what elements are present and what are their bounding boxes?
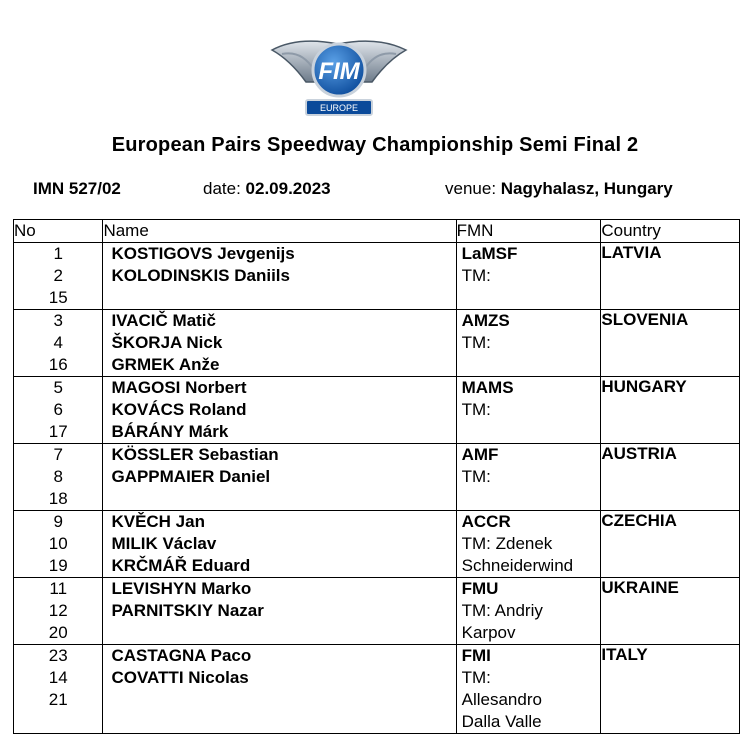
rider-name: BÁRÁNY Márk bbox=[111, 422, 229, 441]
riders-table bbox=[13, 219, 740, 734]
rider-names-cell bbox=[103, 511, 456, 578]
fmn-blank bbox=[457, 421, 601, 443]
country-cell: AUSTRIA bbox=[601, 444, 740, 511]
rider-name: KOVÁCS Roland bbox=[111, 400, 247, 419]
rider-numbers-cell bbox=[14, 243, 103, 310]
fim-europe-logo bbox=[268, 30, 410, 122]
rider-names-cell bbox=[103, 578, 456, 645]
fmn-blank bbox=[457, 488, 601, 510]
rider-names-cell bbox=[103, 444, 456, 511]
rider-number: 9 bbox=[53, 512, 63, 531]
event-date bbox=[203, 179, 331, 199]
team-row bbox=[14, 645, 740, 734]
table-header-row bbox=[14, 220, 740, 243]
fmn-cell bbox=[456, 511, 601, 578]
venue-label: venue: bbox=[445, 179, 497, 198]
fmn-cell bbox=[456, 243, 601, 310]
country-cell: CZECHIA bbox=[601, 511, 740, 578]
rider-name: KOSTIGOVS Jevgenijs bbox=[111, 244, 295, 263]
fmn-cell bbox=[456, 578, 601, 645]
team-row bbox=[14, 243, 740, 310]
team-row bbox=[14, 511, 740, 578]
team-row bbox=[14, 578, 740, 645]
rider-names-cell bbox=[103, 310, 456, 377]
rider-number: 12 bbox=[48, 601, 68, 620]
fmn-cell bbox=[456, 377, 601, 444]
rider-number: 21 bbox=[48, 690, 68, 709]
event-venue bbox=[445, 179, 673, 199]
column-header-name: Name bbox=[103, 220, 456, 243]
rider-name: CASTAGNA Paco bbox=[111, 646, 252, 665]
rider-number: 10 bbox=[48, 534, 68, 553]
rider-number: 19 bbox=[48, 556, 68, 575]
rider-number: 2 bbox=[53, 266, 63, 285]
rider-number: 11 bbox=[49, 579, 68, 598]
team-manager: TM: bbox=[461, 266, 491, 285]
rider-name bbox=[103, 711, 455, 733]
rider-number: 4 bbox=[53, 333, 63, 352]
rider-names-cell bbox=[103, 243, 456, 310]
rider-name: MILIK Václav bbox=[111, 534, 217, 553]
rider-number: 8 bbox=[53, 467, 63, 486]
team-manager: TM: bbox=[461, 400, 491, 419]
team-manager: TM: bbox=[461, 333, 491, 352]
imn-number: IMN 527/02 bbox=[33, 179, 121, 198]
rider-numbers-cell bbox=[14, 578, 103, 645]
rider-number: 1 bbox=[53, 244, 63, 263]
team-manager: TM: Zdenek bbox=[461, 534, 553, 553]
rider-name bbox=[103, 488, 455, 510]
team-manager: Allesandro bbox=[461, 690, 542, 709]
rider-numbers-cell bbox=[14, 511, 103, 578]
rider-name bbox=[103, 287, 455, 309]
rider-name bbox=[103, 689, 455, 711]
country-cell: HUNGARY bbox=[601, 377, 740, 444]
page-title: European Pairs Speedway Championship Semi Final 2 bbox=[111, 134, 639, 156]
rider-number: 6 bbox=[53, 400, 63, 419]
rider-numbers-cell bbox=[14, 645, 103, 734]
team-manager: Karpov bbox=[461, 623, 516, 642]
rider-name: LEVISHYN Marko bbox=[111, 579, 252, 598]
logo-europe-text: EUROPE bbox=[319, 103, 359, 113]
rider-number: 14 bbox=[48, 668, 68, 687]
rider-number: 20 bbox=[48, 623, 68, 642]
team-manager: TM: Andriy bbox=[461, 601, 543, 620]
column-header-fmn: FMN bbox=[456, 220, 601, 243]
rider-name: KOLODINSKIS Daniils bbox=[111, 266, 290, 285]
rider-number: 17 bbox=[48, 422, 68, 441]
team-row bbox=[14, 377, 740, 444]
country-cell: UKRAINE bbox=[601, 578, 740, 645]
fmn-blank bbox=[457, 287, 601, 309]
fmn-code: AMF bbox=[461, 445, 499, 464]
team-manager: Dalla Valle bbox=[461, 712, 542, 731]
fmn-blank bbox=[457, 354, 601, 376]
country-cell: LATVIA bbox=[601, 243, 740, 310]
rider-numbers-cell bbox=[14, 310, 103, 377]
rider-name: GRMEK Anže bbox=[111, 355, 220, 374]
rider-numbers-cell bbox=[14, 377, 103, 444]
rider-number: 18 bbox=[48, 489, 68, 508]
country-cell: SLOVENIA bbox=[601, 310, 740, 377]
rider-numbers-cell bbox=[14, 444, 103, 511]
rider-names-cell bbox=[103, 645, 456, 734]
column-header-country: Country bbox=[601, 220, 740, 243]
team-row bbox=[14, 444, 740, 511]
team-row bbox=[14, 310, 740, 377]
rider-number: 5 bbox=[53, 378, 63, 397]
fmn-code: MAMS bbox=[461, 378, 514, 397]
team-manager: Schneiderwind bbox=[461, 556, 574, 575]
logo-fim-text: FIM bbox=[318, 58, 360, 85]
rider-name: KRČMÁŘ Eduard bbox=[111, 556, 251, 575]
fmn-cell bbox=[456, 645, 601, 734]
team-manager: TM: bbox=[461, 668, 491, 687]
team-manager: TM: bbox=[461, 467, 491, 486]
rider-name: MAGOSI Norbert bbox=[111, 378, 247, 397]
rider-name: KVĚCH Jan bbox=[111, 512, 205, 531]
rider-name: IVACIČ Matič bbox=[111, 311, 216, 330]
fmn-code: LaMSF bbox=[461, 244, 518, 263]
country-cell: ITALY bbox=[601, 645, 740, 734]
fmn-code: FMU bbox=[461, 579, 499, 598]
rider-name: KÖSSLER Sebastian bbox=[111, 445, 279, 464]
rider-name: GAPPMAIER Daniel bbox=[111, 467, 271, 486]
rider-number: 16 bbox=[48, 355, 68, 374]
date-value: 02.09.2023 bbox=[245, 179, 331, 198]
rider-names-cell bbox=[103, 377, 456, 444]
date-label: date: bbox=[203, 179, 241, 198]
rider-name: COVATTI Nicolas bbox=[111, 668, 249, 687]
rider-name: ŠKORJA Nick bbox=[111, 333, 223, 352]
rider-number: 15 bbox=[48, 288, 68, 307]
rider-name: PARNITSKIY Nazar bbox=[111, 601, 264, 620]
rider-number: 7 bbox=[53, 445, 63, 464]
fmn-code: ACCR bbox=[461, 512, 511, 531]
rider-number: 23 bbox=[48, 646, 68, 665]
fmn-cell bbox=[456, 310, 601, 377]
fmn-code: FMI bbox=[461, 646, 491, 665]
rider-number: 3 bbox=[53, 311, 63, 330]
venue-value: Nagyhalasz, Hungary bbox=[500, 179, 673, 198]
rider-number bbox=[14, 711, 102, 733]
fmn-code: AMZS bbox=[461, 311, 510, 330]
column-header-no: No bbox=[14, 220, 103, 243]
fmn-cell bbox=[456, 444, 601, 511]
rider-name bbox=[103, 622, 455, 644]
